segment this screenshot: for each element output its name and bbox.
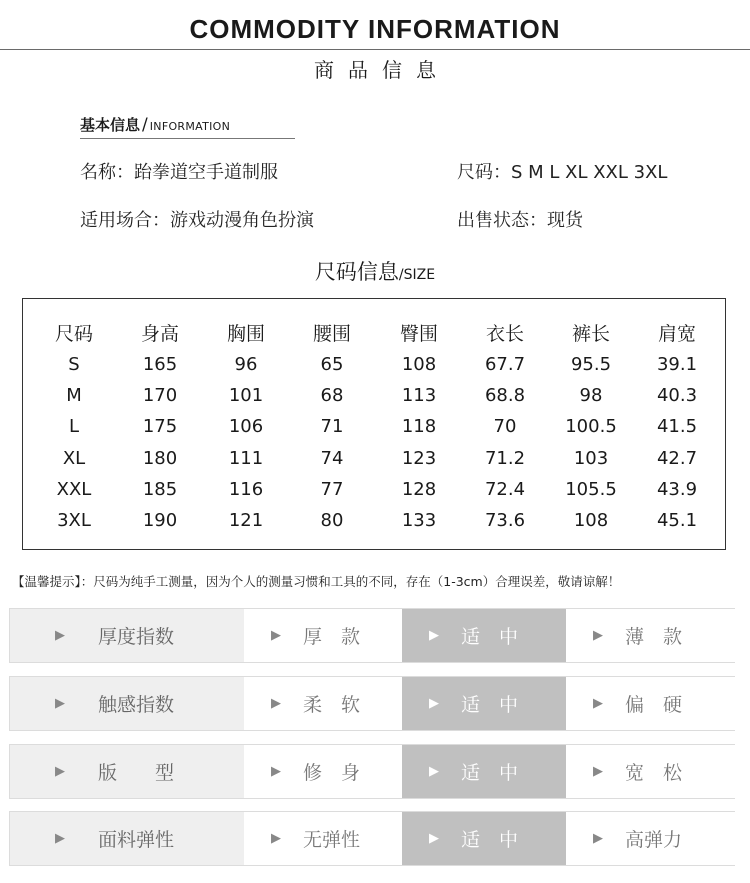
size-column <box>34 319 114 536</box>
size-column <box>379 319 459 536</box>
size-cell: 108 <box>573 509 609 531</box>
size-cell: 170 <box>142 385 178 407</box>
index-label: 高弹力 <box>625 829 683 851</box>
index-label: 偏 硬 <box>625 694 683 716</box>
size-table <box>22 298 726 550</box>
play-arrow-icon: ▶ <box>271 764 281 779</box>
index-label: 无弹性 <box>303 829 361 851</box>
page-title-cn: 商品信息 <box>314 58 450 82</box>
play-arrow-icon: ▶ <box>271 831 281 846</box>
size-info-heading <box>0 256 750 286</box>
play-arrow-icon: ▶ <box>593 831 603 846</box>
size-cell: 3XL <box>57 509 91 531</box>
measurement-tip: 【温馨提示】：尺码为纯手工测量，因为个人的测量习惯和工具的不同，存在（1-3cm）合理误差，敬请谅解！ <box>12 574 621 589</box>
size-cell: 100.5 <box>565 416 617 438</box>
index-label: 触感指数 <box>98 694 175 716</box>
size-cell: 95.5 <box>570 354 612 375</box>
play-arrow-icon: ▶ <box>429 831 439 846</box>
size-cell: M <box>66 385 82 407</box>
play-arrow-icon: ▶ <box>271 696 281 711</box>
size-cell: L <box>68 416 80 438</box>
size-cell: 65 <box>320 354 344 375</box>
size-column <box>292 319 372 536</box>
basic-info-heading-cn: 基本信息 <box>80 116 141 134</box>
size-cell: 77 <box>320 478 344 500</box>
index-label: 修 身 <box>303 762 361 784</box>
size-cell: 175 <box>142 416 178 438</box>
size-column <box>551 319 631 536</box>
product-name: 名称：跆拳道空手道制服 <box>80 162 278 183</box>
index-label: 适 中 <box>461 762 519 784</box>
play-arrow-icon: ▶ <box>55 764 65 779</box>
index-label: 厚 款 <box>303 626 361 648</box>
heading-separator: / <box>142 115 148 135</box>
size-column-header: 臀围 <box>399 323 438 345</box>
play-arrow-icon: ▶ <box>55 831 65 846</box>
size-cell: 101 <box>228 385 264 407</box>
index-option <box>566 745 736 798</box>
size-cell: 67.7 <box>484 354 526 375</box>
size-column <box>465 319 545 536</box>
size-cell: 45.1 <box>656 509 698 531</box>
size-cell: 71 <box>320 416 344 438</box>
play-arrow-icon: ▶ <box>593 696 603 711</box>
size-cell: 128 <box>401 478 437 500</box>
size-cell: 133 <box>401 509 437 531</box>
index-label: 宽 松 <box>625 762 683 784</box>
size-cell: 180 <box>142 447 178 469</box>
size-cell: S <box>68 354 80 375</box>
index-label: 适 中 <box>461 626 519 648</box>
index-option <box>244 812 402 865</box>
size-cell: 98 <box>579 385 603 407</box>
index-option <box>566 812 736 865</box>
basic-info-underline <box>80 138 295 139</box>
index-option <box>566 677 736 730</box>
index-row <box>9 608 735 663</box>
size-column-header: 裤长 <box>571 323 610 345</box>
size-cell: 103 <box>573 447 609 469</box>
play-arrow-icon: ▶ <box>55 696 65 711</box>
size-column-header: 尺码 <box>54 323 93 345</box>
basic-info-heading-en: INFORMATION <box>149 120 231 133</box>
play-arrow-icon: ▶ <box>593 764 603 779</box>
size-column-header: 身高 <box>140 323 179 345</box>
size-info-heading-cn: 尺码信息 <box>314 260 399 284</box>
size-cell: 70 <box>493 416 517 438</box>
index-option-selected <box>402 677 566 730</box>
size-cell: 39.1 <box>656 354 698 375</box>
size-cell: 116 <box>228 478 264 500</box>
size-cell: 71.2 <box>484 447 526 469</box>
size-column-header: 衣长 <box>485 323 524 345</box>
play-arrow-icon: ▶ <box>55 628 65 643</box>
size-cell: 113 <box>401 385 437 407</box>
size-column <box>120 319 200 536</box>
size-info-heading-en: /SIZE <box>398 267 436 283</box>
index-label: 厚度指数 <box>98 626 175 648</box>
size-cell: 106 <box>228 416 264 438</box>
size-column-header: 腰围 <box>312 323 351 345</box>
index-label: 面料弹性 <box>98 829 175 851</box>
size-cell: 80 <box>320 509 344 531</box>
size-cell: 123 <box>401 447 437 469</box>
size-cell: 41.5 <box>656 416 698 438</box>
size-cell: 111 <box>228 447 264 469</box>
index-title <box>10 745 244 798</box>
size-cell: 185 <box>142 478 178 500</box>
index-option <box>244 609 402 662</box>
size-cell: 190 <box>142 509 178 531</box>
size-cell: 121 <box>228 509 264 531</box>
size-cell: 68 <box>320 385 344 407</box>
play-arrow-icon: ▶ <box>429 764 439 779</box>
size-cell: 165 <box>142 354 178 375</box>
size-cell: 108 <box>401 354 437 375</box>
size-cell: XL <box>62 447 86 469</box>
index-title <box>10 677 244 730</box>
index-label: 适 中 <box>461 829 519 851</box>
size-cell: 68.8 <box>484 385 526 407</box>
size-cell: 72.4 <box>484 478 526 500</box>
index-row <box>9 676 735 731</box>
size-cell: 43.9 <box>656 478 698 500</box>
size-column-header: 胸围 <box>226 323 265 345</box>
size-cell: 73.6 <box>484 509 526 531</box>
index-row <box>9 811 735 866</box>
size-cell: 96 <box>234 354 258 375</box>
index-option-selected <box>402 812 566 865</box>
size-column-header: 肩宽 <box>657 323 696 345</box>
size-cell: 118 <box>401 416 437 438</box>
title-divider <box>0 49 750 50</box>
index-label: 薄 款 <box>625 626 683 648</box>
index-option <box>244 745 402 798</box>
index-label: 柔 软 <box>303 694 361 716</box>
play-arrow-icon: ▶ <box>429 696 439 711</box>
index-option-selected <box>402 609 566 662</box>
index-option <box>566 609 736 662</box>
index-label: 版 型 <box>98 762 175 784</box>
product-sizes: 尺码：S M L XL XXL 3XL <box>457 162 668 183</box>
play-arrow-icon: ▶ <box>271 628 281 643</box>
size-column <box>637 319 717 536</box>
product-status: 出售状态：现货 <box>457 210 583 231</box>
index-option-selected <box>402 745 566 798</box>
product-occasion: 适用场合：游戏动漫角色扮演 <box>80 210 314 231</box>
index-title <box>10 812 244 865</box>
index-label: 适 中 <box>461 694 519 716</box>
size-cell: 74 <box>320 447 344 469</box>
page-title-en: COMMODITY INFORMATION <box>189 14 561 44</box>
index-option <box>244 677 402 730</box>
size-cell: XXL <box>56 478 92 500</box>
basic-info-heading <box>80 114 230 135</box>
size-cell: 105.5 <box>565 478 617 500</box>
size-cell: 42.7 <box>656 447 698 469</box>
index-row <box>9 744 735 799</box>
size-column <box>206 319 286 536</box>
play-arrow-icon: ▶ <box>429 628 439 643</box>
size-cell: 40.3 <box>656 385 698 407</box>
index-title <box>10 609 244 662</box>
play-arrow-icon: ▶ <box>593 628 603 643</box>
